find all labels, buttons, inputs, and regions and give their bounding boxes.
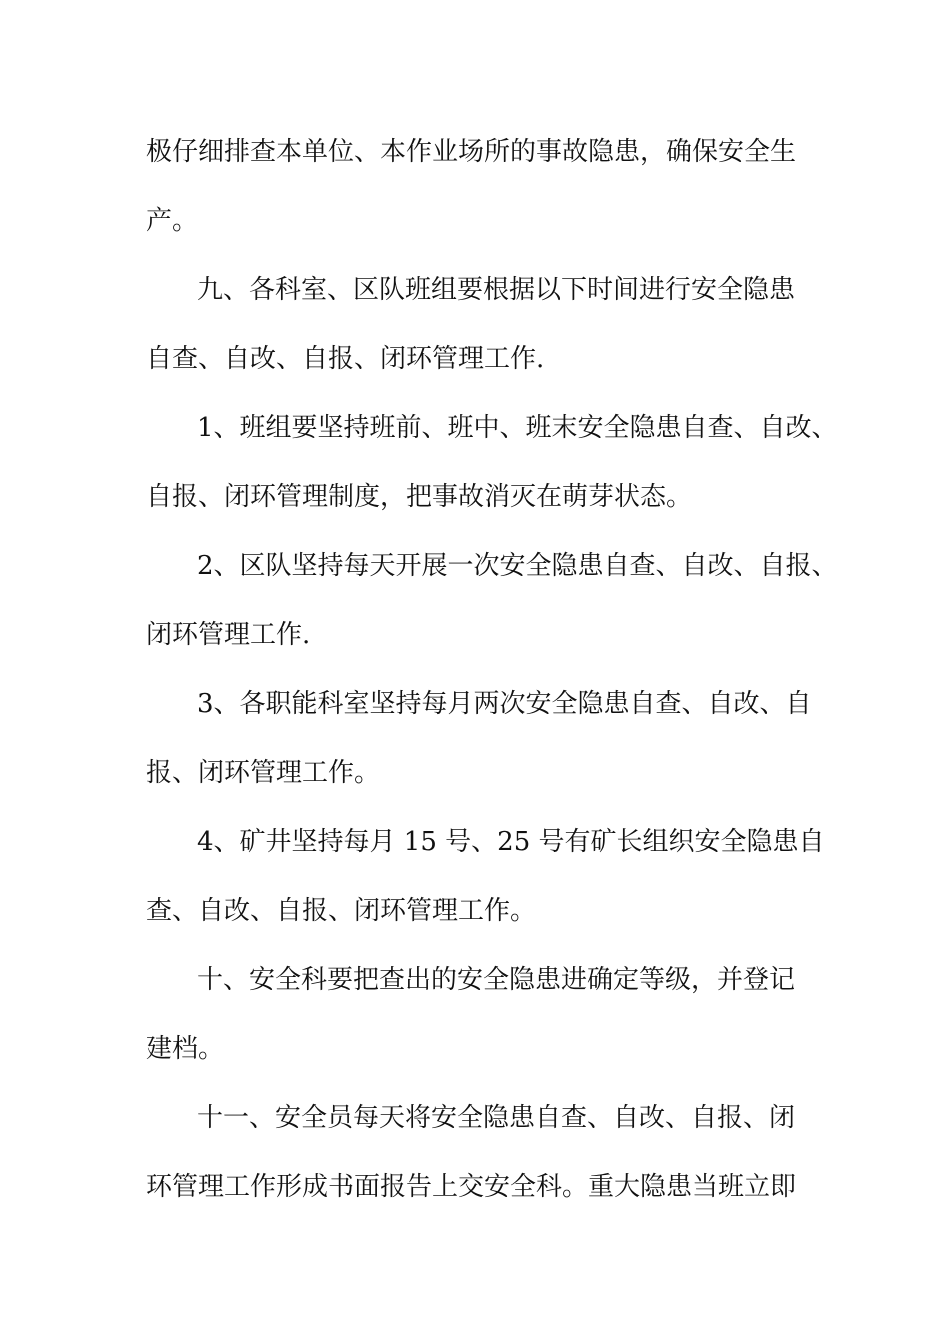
text-line: 闭环管理工作. [146,620,311,650]
paragraph-start-line: 十一、安全员每天将安全隐患自查、自改、自报、闭 [197,1103,796,1133]
paragraph-start-line: 3、各职能科室坚持每月两次安全隐患自查、自改、自 [197,689,812,719]
paragraph-start-line: 2、区队坚持每天开展一次安全隐患自查、自改、自报、 [197,551,838,581]
text-line: 自查、自改、自报、闭环管理工作. [146,344,545,374]
text-line: 极仔细排查本单位、本作业场所的事故隐患，确保安全生 [146,137,797,167]
text-line: 自报、闭环管理制度，把事故消灭在萌芽状态。 [146,482,693,512]
paragraph-start-line: 九、各科室、区队班组要根据以下时间进行安全隐患 [197,275,796,305]
paragraph-start-line: 1、班组要坚持班前、班中、班末安全隐患自查、自改、 [197,413,838,443]
text-line: 产。 [146,206,199,236]
text-line: 环管理工作形成书面报告上交安全科。重大隐患当班立即 [146,1172,797,1202]
paragraph-start-line: 4、矿井坚持每月 15 号、25 号有矿长组织安全隐患自 [197,827,825,857]
document-body [146,128,838,1232]
paragraph-start-line: 十、安全科要把查出的安全隐患进确定等级，并登记 [197,965,796,995]
text-line: 报、闭环管理工作。 [146,758,381,788]
text-line: 查、自改、自报、闭环管理工作。 [146,896,537,926]
text-line: 建档。 [146,1034,225,1064]
